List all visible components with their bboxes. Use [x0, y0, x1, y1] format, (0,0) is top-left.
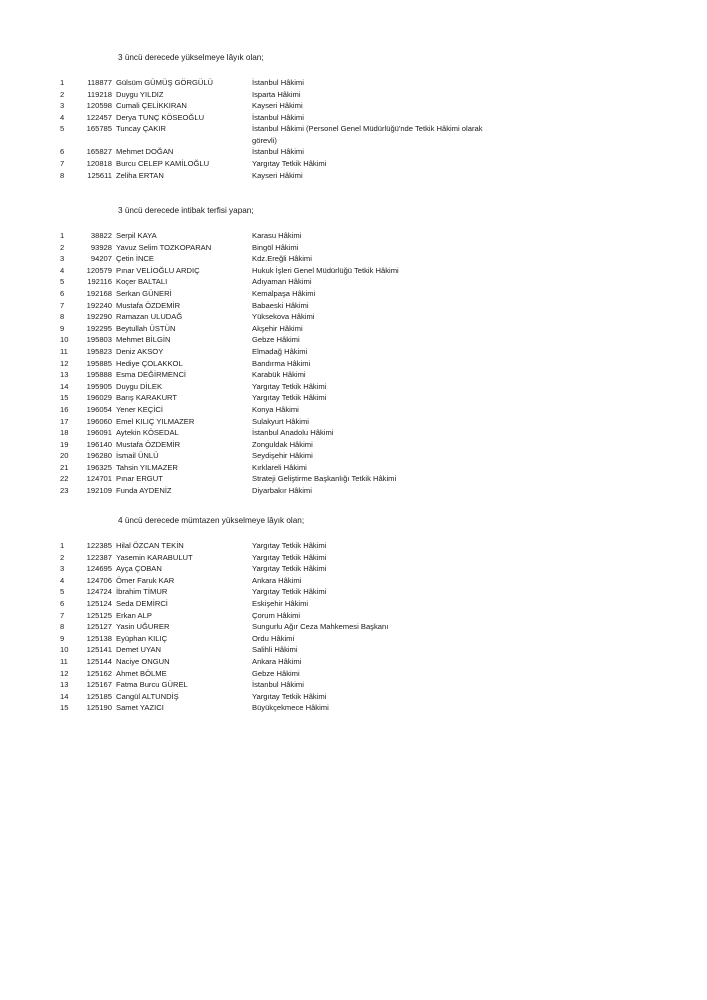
list-item [0, 346, 707, 358]
row-number: 3 [60, 254, 65, 264]
registry-number: 196060 [86, 416, 112, 426]
person-name: Yener KEÇİCİ [116, 404, 163, 414]
registry-number: 125144 [86, 656, 112, 666]
person-name: Burcu CELEP KAMİLOĞLU [116, 158, 210, 168]
registry-number: 125167 [86, 680, 112, 690]
list-item [0, 450, 707, 462]
row-number: 5 [60, 124, 65, 134]
row-number: 1 [60, 541, 65, 550]
list-item [0, 158, 707, 170]
list-item [0, 392, 707, 404]
person-name: Fatma Burcu GÜREL [116, 680, 188, 690]
row-number: 17 [60, 416, 69, 426]
list-item [0, 691, 707, 703]
row-number: 7 [60, 300, 65, 310]
registry-number: 124695 [86, 564, 112, 574]
registry-number: 196029 [86, 393, 112, 403]
row-number: 4 [60, 265, 65, 275]
registry-number: 125611 [87, 170, 112, 180]
registry-number: 196091 [86, 428, 112, 438]
row-number: 11 [60, 346, 68, 356]
person-name: Beytullah ÜSTÜN [116, 323, 176, 333]
person-name: Tuncay ÇAKIR [116, 124, 166, 134]
registry-number: 124706 [86, 575, 112, 585]
duty-station: İstanbul Hâkimi (Personel Genel Müdürlüğü'nde Tetkik Hâkimi olarak görevli) [252, 124, 483, 145]
row-number: 7 [60, 610, 65, 620]
registry-number: 122387 [86, 552, 112, 562]
duty-station: Elmadağ Hâkimi [252, 346, 308, 356]
row-number: 10 [60, 335, 69, 345]
registry-number: 94207 [90, 254, 112, 264]
person-name: Cumali ÇELİKKIRAN [116, 101, 187, 111]
list-item [0, 288, 707, 300]
registry-number: 196054 [86, 404, 112, 414]
list-item [0, 485, 707, 497]
registry-number: 122457 [86, 112, 112, 122]
duty-station: Karabük Hâkimi [252, 370, 306, 380]
row-number: 21 [60, 462, 69, 472]
list-item [0, 89, 707, 101]
list-item [0, 656, 707, 668]
row-number: 15 [60, 703, 69, 713]
list-item [0, 563, 707, 575]
registry-number: 195905 [86, 381, 112, 391]
duty-station: Konya Hâkimi [252, 404, 299, 414]
duty-station: Çorum Hâkimi [252, 610, 301, 620]
row-number: 3 [60, 101, 65, 111]
person-name: Mustafa ÖZDEMİR [116, 439, 181, 449]
registry-number: 192168 [86, 288, 112, 298]
duty-station: Yargıtay Tetkik Hâkimi [252, 541, 327, 550]
person-name: Deniz AKSOY [116, 346, 164, 356]
person-name: Tahsin YILMAZER [116, 462, 178, 472]
row-number: 4 [60, 575, 65, 585]
duty-station: Seydişehir Hâkimi [252, 451, 313, 461]
person-name: Ahmet BÖLME [116, 668, 167, 678]
row-number: 1 [60, 78, 65, 87]
person-name: Yasemin KARABULUT [116, 552, 193, 562]
list-item [0, 416, 707, 428]
person-name: Pınar ERGUT [116, 474, 163, 484]
person-name: Duygu DİLEK [116, 381, 163, 391]
registry-number: 195823 [86, 346, 112, 356]
list-item [0, 311, 707, 323]
list-item [0, 702, 707, 714]
person-name: Hilal ÖZCAN TEKİN [116, 541, 184, 550]
row-number: 19 [60, 439, 69, 449]
row-number: 13 [60, 370, 69, 380]
person-name: Aytekin KÖSEDAL [116, 428, 179, 438]
section-heading: 3 üncü derecede yükselmeye lâyık olan; [118, 53, 264, 62]
duty-station: Diyarbakır Hâkimi [252, 486, 312, 496]
list-item [0, 610, 707, 622]
person-name: Samet YAZICI [116, 703, 164, 713]
registry-number: 125124 [86, 598, 112, 608]
list-item [0, 540, 707, 552]
duty-station: Yargıtay Tetkik Hâkimi [252, 158, 327, 168]
person-name: Koçer BALTALI [116, 277, 168, 287]
duty-station: Kemalpaşa Hâkimi [252, 288, 316, 298]
person-name: Zeliha ERTAN [116, 170, 164, 180]
registry-number: 124701 [86, 474, 112, 484]
duty-station: Ankara Hâkimi [252, 656, 302, 666]
person-name: Eyüphan KILIÇ [116, 633, 168, 643]
duty-station: Bandırma Hâkimi [252, 358, 311, 368]
row-number: 8 [60, 312, 65, 322]
list-item [0, 112, 707, 124]
registry-number: 125138 [86, 633, 112, 643]
list-item [0, 598, 707, 610]
registry-number: 192109 [86, 486, 112, 496]
registry-number: 195803 [86, 335, 112, 345]
list-item [0, 77, 707, 89]
registry-number: 120818 [86, 158, 112, 168]
registry-number: 124724 [86, 587, 112, 597]
registry-number: 120579 [86, 265, 112, 275]
person-name: Mehmet BİLGİN [116, 335, 171, 345]
row-number: 13 [60, 680, 69, 690]
duty-station: Kdz.Ereğli Hâkimi [252, 254, 312, 264]
person-name: Barış KARAKURT [116, 393, 178, 403]
row-number: 6 [60, 598, 65, 608]
row-number: 12 [60, 668, 69, 678]
duty-station: Yargıtay Tetkik Hâkimi [252, 381, 327, 391]
duty-station: Zonguldak Hâkimi [252, 439, 313, 449]
row-number: 2 [60, 89, 65, 99]
registry-number: 119218 [87, 89, 112, 99]
duty-station: Büyükçekmece Hâkimi [252, 703, 329, 713]
duty-station: Sulakyurt Hâkimi [252, 416, 309, 426]
person-name: Ramazan ULUDAĞ [116, 312, 183, 322]
registry-number: 125125 [86, 610, 112, 620]
row-number: 15 [60, 393, 69, 403]
list-item [0, 300, 707, 312]
list-item [0, 323, 707, 335]
registry-number: 118877 [87, 78, 112, 87]
list-item [0, 381, 707, 393]
person-name: Serpil KAYA [116, 231, 157, 240]
duty-station: İstanbul Hâkimi [252, 680, 304, 690]
row-number: 7 [60, 158, 65, 168]
person-name: Mehmet DOĞAN [116, 147, 174, 157]
list-item [0, 242, 707, 254]
duty-station: Kayseri Hâkimi [252, 101, 303, 111]
section-heading: 4 üncü derecede mümtazen yükselmeye lâyık olan; [118, 516, 305, 525]
row-number: 4 [60, 112, 65, 122]
registry-number: 125185 [86, 691, 112, 701]
duty-station: Bingöl Hâkimi [252, 242, 299, 252]
row-number: 3 [60, 564, 65, 574]
registry-number: 125162 [86, 668, 112, 678]
list-item [0, 334, 707, 346]
duty-station: Salihli Hâkimi [252, 645, 298, 655]
duty-station: Yargıtay Tetkik Hâkimi [252, 587, 327, 597]
row-number: 14 [60, 691, 69, 701]
duty-station: İstanbul Hâkimi [252, 112, 304, 122]
duty-station: Yargıtay Tetkik Hâkimi [252, 564, 327, 574]
registry-number: 192295 [86, 323, 112, 333]
list-item [0, 358, 707, 370]
duty-station: Ankara Hâkimi [252, 575, 302, 585]
list-item [0, 621, 707, 633]
section-heading: 3 üncü derecede intibak terfisi yapan; [118, 206, 254, 215]
registry-number: 165785 [86, 124, 112, 134]
registry-number: 195888 [86, 370, 112, 380]
list-item [0, 404, 707, 416]
list-item [0, 633, 707, 645]
row-number: 12 [60, 358, 69, 368]
row-number: 11 [60, 656, 68, 666]
registry-number: 120598 [86, 101, 112, 111]
registry-number: 125190 [86, 703, 112, 713]
row-number: 5 [60, 277, 65, 287]
person-name: Yasin UĞURER [116, 622, 170, 632]
person-name: Mustafa ÖZDEMİR [116, 300, 181, 310]
row-number: 16 [60, 404, 69, 414]
person-name: Naciye ONGUN [116, 656, 170, 666]
registry-number: 38822 [90, 231, 112, 240]
registry-number: 192240 [86, 300, 112, 310]
person-name: Ömer Faruk KAR [116, 575, 175, 585]
person-name: Hediye ÇOLAKKOL [116, 358, 183, 368]
duty-station: Ordu Hâkimi [252, 633, 295, 643]
person-name: Esma DEĞİRMENCİ [116, 370, 187, 380]
duty-station: Gebze Hâkimi [252, 335, 300, 345]
row-number: 10 [60, 645, 69, 655]
row-number: 9 [60, 633, 65, 643]
list-item [0, 276, 707, 288]
duty-station: Kırklareli Hâkimi [252, 462, 307, 472]
list-item [0, 462, 707, 474]
person-name: Duygu YILDIZ [116, 89, 164, 99]
duty-station: Sungurlu Ağır Ceza Mahkemesi Başkanı [252, 622, 389, 632]
registry-number: 93928 [90, 242, 112, 252]
registry-number: 122385 [86, 541, 112, 550]
row-number: 8 [60, 170, 65, 180]
duty-station: Yargıtay Tetkik Hâkimi [252, 393, 327, 403]
person-name: Serkan GÜNERİ [116, 288, 172, 298]
registry-number: 196280 [86, 451, 112, 461]
person-name: Gülsüm GÜMÜŞ GÖRGÜLÜ [116, 78, 214, 87]
person-name: Funda AYDENİZ [116, 486, 172, 496]
person-name: İbrahim TİMUR [116, 587, 168, 597]
duty-station: Eskişehir Hâkimi [252, 598, 309, 608]
row-number: 18 [60, 428, 69, 438]
row-number: 22 [60, 474, 69, 484]
duty-station: Strateji Geliştirme Başkanlığı Tetkik Hâkimi [252, 474, 397, 484]
row-number: 2 [60, 552, 65, 562]
duty-station: Yüksekova Hâkimi [252, 312, 315, 322]
list-item [0, 230, 707, 242]
person-name: Cangül ALTUNDİŞ [116, 691, 179, 701]
person-name: Demet UYAN [116, 645, 162, 655]
row-number: 6 [60, 147, 65, 157]
person-name: Seda DEMİRCİ [116, 598, 168, 608]
list-item [0, 644, 707, 656]
registry-number: 165827 [86, 147, 112, 157]
person-name: Emel KILIÇ YILMAZER [116, 416, 195, 426]
duty-station: Akşehir Hâkimi [252, 323, 303, 333]
person-name: Pınar VELİOĞLU ARDIÇ [116, 265, 200, 275]
registry-number: 192116 [87, 277, 112, 287]
list-item [0, 439, 707, 451]
duty-station: Karasu Hâkimi [252, 231, 302, 240]
duty-station: Babaeski Hâkimi [252, 300, 309, 310]
list-item [0, 265, 707, 277]
list-item [0, 552, 707, 564]
registry-number: 192290 [86, 312, 112, 322]
list-item [0, 170, 707, 182]
duty-station: Yargıtay Tetkik Hâkimi [252, 691, 327, 701]
duty-station: Adıyaman Hâkimi [252, 277, 312, 287]
list-item [0, 146, 707, 158]
row-number: 2 [60, 242, 65, 252]
registry-number: 196140 [86, 439, 112, 449]
registry-number: 196325 [86, 462, 112, 472]
duty-station: Kayseri Hâkimi [252, 170, 303, 180]
person-name: Derya TUNÇ KÖSEOĞLU [116, 112, 205, 122]
list-item [0, 575, 707, 587]
person-name: Erkan ALP [116, 610, 152, 620]
list-item [0, 100, 707, 112]
duty-station: Hukuk İşleri Genel Müdürlüğü Tetkik Hâkimi [252, 265, 399, 275]
list-item [0, 473, 707, 485]
list-item [0, 369, 707, 381]
duty-station: İstanbul Anadolu Hâkimi [252, 428, 334, 438]
person-name: Yavuz Selim TOZKOPARAN [116, 242, 212, 252]
promotion-list [0, 77, 707, 181]
duty-station: İstanbul Hâkimi [252, 78, 304, 87]
list-item [0, 668, 707, 680]
registry-number: 125127 [86, 622, 112, 632]
list-item [0, 586, 707, 598]
row-number: 5 [60, 587, 65, 597]
person-name: İsmail ÜNLÜ [116, 451, 159, 461]
row-number: 6 [60, 288, 65, 298]
row-number: 20 [60, 451, 69, 461]
list-item [0, 679, 707, 691]
duty-station: İstanbul Hâkimi [252, 147, 304, 157]
duty-station: Gebze Hâkimi [252, 668, 300, 678]
distinguished-list [0, 540, 707, 714]
row-number: 9 [60, 323, 65, 333]
list-item [0, 253, 707, 265]
row-number: 23 [60, 486, 69, 496]
row-number: 8 [60, 622, 65, 632]
person-name: Ayça ÇOBAN [116, 564, 162, 574]
row-number: 1 [60, 231, 65, 240]
registry-number: 125141 [86, 645, 112, 655]
adjustment-list [0, 230, 707, 497]
person-name: Çetin İNCE [116, 254, 154, 264]
duty-station: Isparta Hâkimi [252, 89, 301, 99]
row-number: 14 [60, 381, 69, 391]
list-item [0, 427, 707, 439]
registry-number: 195885 [86, 358, 112, 368]
duty-station: Yargıtay Tetkik Hâkimi [252, 552, 327, 562]
list-item [0, 123, 707, 146]
